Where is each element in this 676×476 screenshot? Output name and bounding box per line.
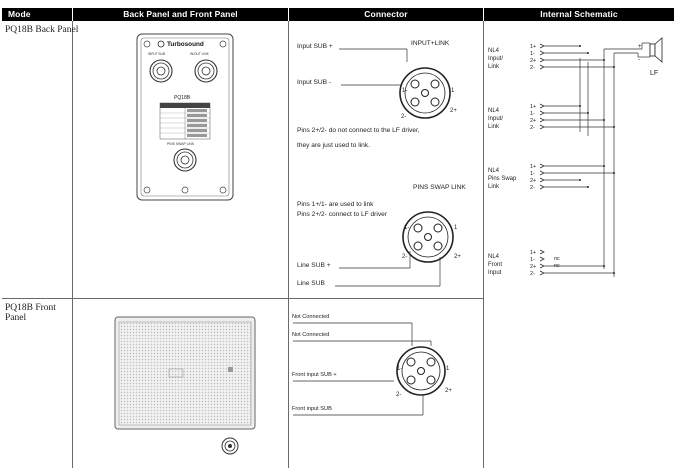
pin-label: 1- bbox=[397, 366, 403, 372]
pin-arrow-icon bbox=[540, 250, 544, 254]
header-schematic: Internal Schematic bbox=[484, 8, 674, 21]
pin-arrow-icon bbox=[540, 118, 544, 122]
schematic-pin-label: 1+ bbox=[530, 104, 537, 110]
label-not-connected-2: Not Connected bbox=[292, 332, 330, 338]
pin-label: 1- bbox=[404, 225, 410, 231]
pin-label: 2+ bbox=[454, 254, 461, 260]
schematic-group-label: NL4 bbox=[488, 168, 500, 174]
schematic-connector-group bbox=[488, 104, 615, 131]
header-connector: Connector bbox=[289, 8, 483, 21]
junction-dot bbox=[579, 179, 581, 181]
mode-back-label bbox=[5, 25, 105, 35]
schematic-connector-group bbox=[488, 164, 615, 191]
pin-label: 1- bbox=[402, 88, 408, 94]
label-front-input-plus: Front input SUB + bbox=[292, 372, 337, 378]
connector-face bbox=[400, 68, 450, 118]
junction-dot bbox=[587, 186, 589, 188]
pin-arrow-icon bbox=[540, 44, 544, 48]
pin-arrow-icon bbox=[540, 171, 544, 175]
label-front-input-minus: Front input SUB bbox=[292, 406, 332, 412]
pin-arrow-icon bbox=[540, 104, 544, 108]
speaker-minus: - bbox=[638, 57, 640, 63]
schematic-pin-label: 1- bbox=[530, 171, 535, 177]
schematic-pin-label: 1- bbox=[530, 111, 535, 117]
jack-label-right: IN/OUT LINK bbox=[190, 52, 209, 56]
connector-diagram-front bbox=[289, 318, 483, 428]
schematic-pin-label: 2- bbox=[530, 271, 535, 277]
pins-swap-device-label: PINS SWAP LINK bbox=[167, 142, 195, 146]
title-input-link: INPUT+LINK bbox=[411, 40, 450, 47]
back-panel-illustration bbox=[136, 33, 234, 201]
pin-arrow-icon bbox=[540, 164, 544, 168]
pin-arrow-icon bbox=[540, 111, 544, 115]
connector-diagram-pins-swap bbox=[289, 195, 483, 295]
label-input-sub-plus: Input SUB + bbox=[297, 43, 333, 50]
header-panel: Back Panel and Front Panel bbox=[73, 8, 288, 21]
pin-arrow-icon bbox=[540, 125, 544, 129]
pin-label: 1 bbox=[451, 88, 455, 94]
jack-label-left: INPUT SUB bbox=[148, 52, 165, 56]
pin-label: 2+ bbox=[445, 388, 452, 394]
schematic-pin-label: 2- bbox=[530, 185, 535, 191]
header-mode: Mode bbox=[2, 8, 72, 21]
label-not-connected-1: Not Connected bbox=[292, 314, 330, 320]
lf-label: LF bbox=[650, 70, 659, 77]
schematic-group-label: NL4 bbox=[488, 48, 500, 54]
lf-speaker-icon bbox=[650, 38, 662, 62]
schematic-group-label: Link bbox=[488, 124, 500, 130]
swap-line-1: Pins 1+/1- are used to link bbox=[297, 201, 374, 208]
schematic-group-label: Link bbox=[488, 184, 500, 190]
mode-front-text: PQ18B Front Panel bbox=[5, 303, 56, 323]
schematic-group-label: NL4 bbox=[488, 108, 500, 114]
schematic-pin-label: 2- bbox=[530, 125, 535, 131]
grid-line bbox=[2, 298, 484, 299]
pin-label: 1 bbox=[446, 366, 450, 372]
pin-arrow-icon bbox=[540, 185, 544, 189]
pin-label: 1 bbox=[454, 225, 458, 231]
internal-schematic bbox=[484, 22, 674, 292]
note-line-2: they are just used to link. bbox=[297, 142, 370, 149]
swap-line-2: Pins 2+/2- connect to LF driver bbox=[297, 211, 387, 218]
label-line-sub-minus: Line SUB bbox=[297, 280, 325, 287]
front-panel-illustration bbox=[114, 313, 258, 463]
schematic-pin-label: 2+ bbox=[530, 58, 537, 64]
pin-arrow-icon bbox=[540, 65, 544, 69]
mode-back-text: PQ18B Back Panel bbox=[5, 25, 79, 35]
schematic-connector-group bbox=[488, 250, 615, 277]
nc-label: nc bbox=[554, 263, 560, 269]
junction-dot bbox=[579, 45, 581, 47]
schematic-group-label: Link bbox=[488, 64, 500, 70]
speaker-plus: + bbox=[638, 44, 642, 50]
schematic-pin-label: 1- bbox=[530, 51, 535, 57]
nc-label: nc bbox=[554, 256, 560, 262]
note-line-1: Pins 2+/2- do not connect to the LF driver, bbox=[297, 127, 420, 134]
pin-arrow-icon bbox=[540, 51, 544, 55]
schematic-pin-label: 1+ bbox=[530, 44, 537, 50]
pin-arrow-icon bbox=[540, 58, 544, 62]
label-input-sub-minus: Input SUB - bbox=[297, 79, 332, 86]
pin-label: 2- bbox=[401, 114, 407, 120]
schematic-group-label: Input/ bbox=[488, 116, 504, 122]
pin-label: 2- bbox=[402, 254, 408, 260]
title-pins-swap-link: PINS SWAP LINK bbox=[413, 184, 466, 191]
connector-diagram-input-link bbox=[289, 40, 483, 130]
pin-arrow-icon bbox=[540, 264, 544, 268]
schematic-group-label: Input bbox=[488, 270, 502, 276]
schematic-pin-label: 2+ bbox=[530, 118, 537, 124]
mode-front-label bbox=[5, 303, 65, 323]
pin-label: 2+ bbox=[450, 108, 457, 114]
model-label: PQ18B bbox=[174, 95, 191, 101]
label-line-sub-plus: Line SUB + bbox=[297, 262, 331, 269]
schematic-connector-group bbox=[488, 44, 615, 71]
junction-dot bbox=[587, 52, 589, 54]
schematic-pin-label: 2+ bbox=[530, 178, 537, 184]
schematic-pin-label: 2- bbox=[530, 65, 535, 71]
grid-line bbox=[72, 21, 73, 468]
pin-arrow-icon bbox=[540, 271, 544, 275]
schematic-pin-label: 2+ bbox=[530, 264, 537, 270]
pin-arrow-icon bbox=[540, 178, 544, 182]
schematic-group-label: NL4 bbox=[488, 254, 500, 260]
schematic-pin-label: 1+ bbox=[530, 250, 537, 256]
schematic-group-label: Front bbox=[488, 262, 503, 268]
schematic-group-label: Input/ bbox=[488, 56, 504, 62]
brand-logo-text: Turbosound bbox=[167, 41, 204, 48]
schematic-pin-label: 1- bbox=[530, 257, 535, 263]
pin-arrow-icon bbox=[540, 257, 544, 261]
pin-label: 2- bbox=[396, 392, 402, 398]
schematic-group-label: Pins Swap bbox=[488, 176, 517, 182]
front-speakon-jack bbox=[222, 438, 238, 454]
schematic-pin-label: 1+ bbox=[530, 164, 537, 170]
